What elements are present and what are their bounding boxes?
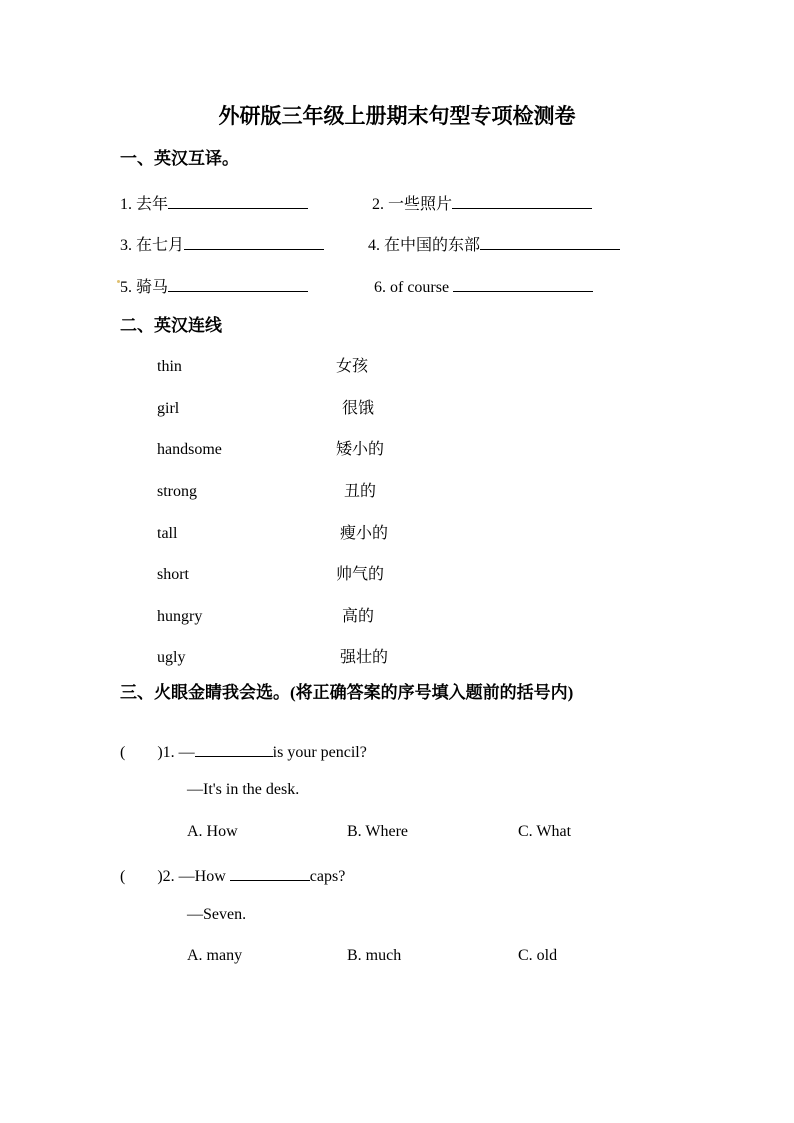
section2-heading: 二、英汉连线 (120, 316, 222, 335)
question-2-answer: —Seven. (187, 906, 247, 923)
translate-item-6 (374, 276, 593, 296)
translate-item-label: 4. 在中国的东部 (368, 237, 481, 254)
section1-heading: 一、英汉互译。 (120, 149, 239, 168)
chinese-word[interactable]: 女孩 (336, 358, 369, 375)
translate-item-4 (368, 234, 620, 254)
translate-item-label: 5. 骑马 (120, 279, 169, 296)
answer-blank[interactable] (168, 276, 308, 292)
translate-item-2 (372, 193, 592, 213)
english-word[interactable]: thin (157, 358, 182, 375)
translate-item-label: 2. 一些照片 (372, 196, 453, 213)
question-stem-text: is your pencil? (272, 744, 367, 761)
english-word[interactable]: ugly (157, 649, 186, 666)
english-word[interactable]: hungry (157, 608, 203, 625)
answer-blank[interactable] (452, 193, 592, 209)
chinese-word[interactable]: 很饿 (342, 400, 375, 417)
translate-item-1 (120, 193, 308, 213)
chinese-word[interactable]: 瘦小的 (340, 525, 389, 542)
section3-heading: 三、火眼金睛我会选。(将正确答案的序号填入题前的括号内) (120, 683, 574, 702)
paren-open: ( (120, 868, 126, 885)
option[interactable]: A. How (187, 823, 238, 840)
option[interactable]: C. old (518, 947, 558, 964)
page-title: 外研版三年级上册期末句型专项检测卷 (218, 104, 576, 128)
english-word[interactable]: strong (157, 483, 197, 500)
question-2-stem (120, 865, 345, 885)
option[interactable]: B. much (347, 947, 402, 964)
translate-item-3 (120, 234, 324, 254)
translate-item-label: 6. of course (374, 279, 454, 296)
option[interactable]: B. Where (347, 823, 409, 840)
translate-item-label: 3. 在七月 (120, 237, 185, 254)
option[interactable]: A. many (187, 947, 243, 964)
answer-blank[interactable] (480, 234, 620, 250)
answer-blank[interactable] (184, 234, 324, 250)
english-word[interactable]: tall (157, 525, 178, 542)
chinese-word[interactable]: 强壮的 (340, 649, 389, 666)
chinese-word[interactable]: 矮小的 (336, 441, 385, 458)
answer-blank[interactable] (453, 276, 593, 292)
english-word[interactable]: handsome (157, 441, 222, 458)
question-stem-text: caps? (309, 868, 346, 885)
question-number: )2. —How (157, 868, 230, 885)
translate-item-5 (120, 276, 308, 296)
paren-open: ( (120, 744, 126, 761)
chinese-word[interactable]: 高的 (342, 608, 375, 625)
question-number: )1. — (157, 744, 195, 761)
answer-blank[interactable] (168, 193, 308, 209)
translate-item-label: 1. 去年 (120, 196, 169, 213)
english-word[interactable]: short (157, 566, 189, 583)
chinese-word[interactable]: 帅气的 (336, 566, 385, 583)
english-word[interactable]: girl (157, 400, 180, 417)
option[interactable]: C. What (518, 823, 572, 840)
question-1-stem (120, 741, 367, 761)
question-1-answer: —It's in the desk. (187, 781, 300, 798)
answer-blank[interactable] (230, 865, 310, 881)
answer-blank[interactable] (195, 741, 273, 757)
chinese-word[interactable]: 丑的 (344, 483, 377, 500)
